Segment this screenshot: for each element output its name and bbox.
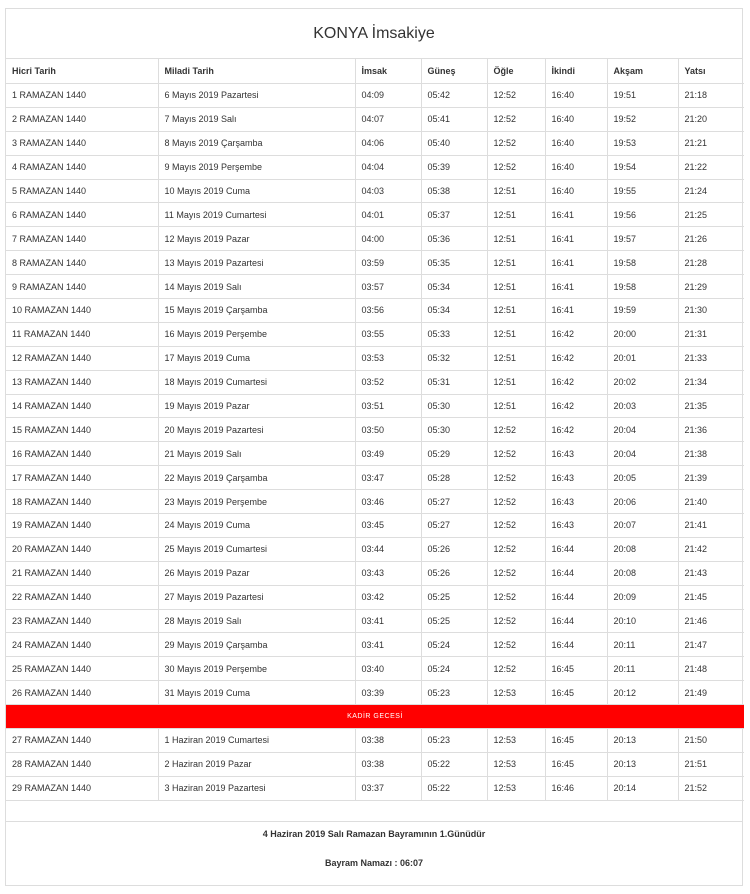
cell-aksam: 20:13 — [607, 729, 678, 753]
table-row — [6, 251, 744, 275]
cell-gunes: 05:22 — [421, 752, 487, 776]
bayram-note: 4 Haziran 2019 Salı Ramazan Bayramının 1.Günüdür — [262, 828, 486, 839]
table-row — [6, 633, 744, 657]
cell-ikindi: 16:41 — [545, 275, 607, 299]
cell-hicri-tarih: 6 RAMAZAN 1440 — [6, 203, 158, 227]
cell-yatsi: 21:29 — [678, 275, 744, 299]
cell-ikindi: 16:46 — [545, 776, 607, 800]
cell-imsak: 03:57 — [355, 275, 421, 299]
cell-gunes: 05:37 — [421, 203, 487, 227]
cell-miladi-tarih: 22 Mayıs 2019 Çarşamba — [158, 466, 355, 490]
cell-yatsi: 21:33 — [678, 346, 744, 370]
cell-imsak: 04:07 — [355, 107, 421, 131]
cell-aksam: 20:07 — [607, 514, 678, 538]
cell-imsak: 03:56 — [355, 299, 421, 323]
col-yatsi: Yatsı — [678, 59, 744, 84]
table-row — [6, 466, 744, 490]
cell-gunes: 05:23 — [421, 729, 487, 753]
cell-hicri-tarih: 18 RAMAZAN 1440 — [6, 490, 158, 514]
cell-aksam: 19:58 — [607, 251, 678, 275]
cell-ikindi: 16:44 — [545, 585, 607, 609]
table-row — [6, 609, 744, 633]
cell-aksam: 19:55 — [607, 179, 678, 203]
cell-miladi-tarih: 30 Mayıs 2019 Perşembe — [158, 657, 355, 681]
cell-yatsi: 21:45 — [678, 585, 744, 609]
cell-miladi-tarih: 14 Mayıs 2019 Salı — [158, 275, 355, 299]
cell-imsak: 03:49 — [355, 442, 421, 466]
cell-ogle: 12:53 — [487, 752, 545, 776]
cell-gunes: 05:24 — [421, 657, 487, 681]
cell-miladi-tarih: 25 Mayıs 2019 Cumartesi — [158, 537, 355, 561]
cell-ogle: 12:52 — [487, 514, 545, 538]
col-ikindi: İkindi — [545, 59, 607, 84]
cell-miladi-tarih: 24 Mayıs 2019 Cuma — [158, 514, 355, 538]
cell-miladi-tarih: 3 Haziran 2019 Pazartesi — [158, 776, 355, 800]
table-row — [6, 155, 744, 179]
table-body — [6, 84, 744, 801]
col-ogle: Öğle — [487, 59, 545, 84]
bayram-namazi: Bayram Namazı : 06:07 — [324, 857, 424, 868]
cell-ogle: 12:52 — [487, 609, 545, 633]
cell-hicri-tarih: 22 RAMAZAN 1440 — [6, 585, 158, 609]
cell-gunes: 05:41 — [421, 107, 487, 131]
cell-aksam: 20:04 — [607, 442, 678, 466]
table-row — [6, 561, 744, 585]
cell-ikindi: 16:43 — [545, 466, 607, 490]
cell-ikindi: 16:41 — [545, 203, 607, 227]
table-header — [6, 59, 744, 84]
cell-ogle: 12:52 — [487, 418, 545, 442]
cell-gunes: 05:30 — [421, 394, 487, 418]
cell-aksam: 20:05 — [607, 466, 678, 490]
table-spacer — [6, 801, 742, 822]
cell-ogle: 12:51 — [487, 227, 545, 251]
cell-ikindi: 16:45 — [545, 729, 607, 753]
cell-hicri-tarih: 9 RAMAZAN 1440 — [6, 275, 158, 299]
cell-imsak: 03:51 — [355, 394, 421, 418]
cell-aksam: 20:14 — [607, 776, 678, 800]
cell-yatsi: 21:18 — [678, 84, 744, 108]
table-row — [6, 227, 744, 251]
cell-yatsi: 21:21 — [678, 131, 744, 155]
cell-imsak: 03:44 — [355, 537, 421, 561]
cell-gunes: 05:29 — [421, 442, 487, 466]
cell-ikindi: 16:40 — [545, 84, 607, 108]
cell-aksam: 19:51 — [607, 84, 678, 108]
cell-hicri-tarih: 3 RAMAZAN 1440 — [6, 131, 158, 155]
cell-gunes: 05:23 — [421, 681, 487, 705]
cell-yatsi: 21:42 — [678, 537, 744, 561]
cell-gunes: 05:39 — [421, 155, 487, 179]
cell-imsak: 03:41 — [355, 633, 421, 657]
table-row — [6, 299, 744, 323]
cell-ikindi: 16:42 — [545, 370, 607, 394]
cell-yatsi: 21:39 — [678, 466, 744, 490]
col-hicri-tarih: Hicri Tarih — [6, 59, 158, 84]
cell-aksam: 19:59 — [607, 299, 678, 323]
cell-ikindi: 16:45 — [545, 657, 607, 681]
cell-ikindi: 16:43 — [545, 490, 607, 514]
cell-yatsi: 21:25 — [678, 203, 744, 227]
cell-ikindi: 16:40 — [545, 131, 607, 155]
cell-miladi-tarih: 31 Mayıs 2019 Cuma — [158, 681, 355, 705]
cell-hicri-tarih: 16 RAMAZAN 1440 — [6, 442, 158, 466]
cell-ogle: 12:52 — [487, 131, 545, 155]
kadir-gecesi-row — [6, 705, 744, 729]
table-row — [6, 729, 744, 753]
cell-miladi-tarih: 18 Mayıs 2019 Cumartesi — [158, 370, 355, 394]
cell-imsak: 03:42 — [355, 585, 421, 609]
cell-imsak: 03:39 — [355, 681, 421, 705]
cell-yatsi: 21:34 — [678, 370, 744, 394]
cell-hicri-tarih: 12 RAMAZAN 1440 — [6, 346, 158, 370]
cell-miladi-tarih: 15 Mayıs 2019 Çarşamba — [158, 299, 355, 323]
cell-ikindi: 16:41 — [545, 227, 607, 251]
cell-aksam: 20:04 — [607, 418, 678, 442]
cell-imsak: 03:45 — [355, 514, 421, 538]
cell-hicri-tarih: 26 RAMAZAN 1440 — [6, 681, 158, 705]
cell-hicri-tarih: 25 RAMAZAN 1440 — [6, 657, 158, 681]
cell-miladi-tarih: 11 Mayıs 2019 Cumartesi — [158, 203, 355, 227]
cell-ikindi: 16:44 — [545, 609, 607, 633]
cell-imsak: 03:55 — [355, 322, 421, 346]
cell-gunes: 05:27 — [421, 490, 487, 514]
cell-hicri-tarih: 28 RAMAZAN 1440 — [6, 752, 158, 776]
cell-hicri-tarih: 4 RAMAZAN 1440 — [6, 155, 158, 179]
cell-ikindi: 16:45 — [545, 681, 607, 705]
cell-ikindi: 16:44 — [545, 537, 607, 561]
cell-gunes: 05:28 — [421, 466, 487, 490]
cell-gunes: 05:31 — [421, 370, 487, 394]
cell-hicri-tarih: 21 RAMAZAN 1440 — [6, 561, 158, 585]
cell-aksam: 20:09 — [607, 585, 678, 609]
cell-yatsi: 21:35 — [678, 394, 744, 418]
cell-gunes: 05:42 — [421, 84, 487, 108]
cell-aksam: 20:13 — [607, 752, 678, 776]
cell-ikindi: 16:43 — [545, 514, 607, 538]
cell-yatsi: 21:36 — [678, 418, 744, 442]
table-row — [6, 179, 744, 203]
cell-gunes: 05:25 — [421, 609, 487, 633]
cell-miladi-tarih: 6 Mayıs 2019 Pazartesi — [158, 84, 355, 108]
cell-ogle: 12:51 — [487, 394, 545, 418]
cell-aksam: 19:54 — [607, 155, 678, 179]
cell-aksam: 19:56 — [607, 203, 678, 227]
cell-hicri-tarih: 23 RAMAZAN 1440 — [6, 609, 158, 633]
table-row — [6, 84, 744, 108]
cell-imsak: 04:04 — [355, 155, 421, 179]
cell-ogle: 12:51 — [487, 370, 545, 394]
cell-ogle: 12:52 — [487, 155, 545, 179]
cell-gunes: 05:34 — [421, 275, 487, 299]
cell-hicri-tarih: 7 RAMAZAN 1440 — [6, 227, 158, 251]
cell-ikindi: 16:45 — [545, 752, 607, 776]
cell-miladi-tarih: 26 Mayıs 2019 Pazar — [158, 561, 355, 585]
cell-ogle: 12:51 — [487, 275, 545, 299]
cell-ikindi: 16:41 — [545, 299, 607, 323]
table-row — [6, 585, 744, 609]
cell-gunes: 05:36 — [421, 227, 487, 251]
cell-imsak: 04:03 — [355, 179, 421, 203]
table-row — [6, 442, 744, 466]
cell-gunes: 05:24 — [421, 633, 487, 657]
cell-yatsi: 21:47 — [678, 633, 744, 657]
cell-yatsi: 21:26 — [678, 227, 744, 251]
cell-ikindi: 16:41 — [545, 251, 607, 275]
cell-imsak: 03:38 — [355, 729, 421, 753]
col-aksam: Akşam — [607, 59, 678, 84]
cell-ogle: 12:53 — [487, 776, 545, 800]
cell-miladi-tarih: 28 Mayıs 2019 Salı — [158, 609, 355, 633]
cell-aksam: 20:01 — [607, 346, 678, 370]
cell-yatsi: 21:46 — [678, 609, 744, 633]
cell-miladi-tarih: 1 Haziran 2019 Cumartesi — [158, 729, 355, 753]
cell-hicri-tarih: 17 RAMAZAN 1440 — [6, 466, 158, 490]
cell-ikindi: 16:40 — [545, 107, 607, 131]
table-row — [6, 490, 744, 514]
cell-yatsi: 21:31 — [678, 322, 744, 346]
cell-yatsi: 21:52 — [678, 776, 744, 800]
cell-miladi-tarih: 2 Haziran 2019 Pazar — [158, 752, 355, 776]
cell-aksam: 20:06 — [607, 490, 678, 514]
cell-yatsi: 21:40 — [678, 490, 744, 514]
cell-ikindi: 16:42 — [545, 394, 607, 418]
cell-imsak: 04:00 — [355, 227, 421, 251]
cell-yatsi: 21:43 — [678, 561, 744, 585]
table-row — [6, 657, 744, 681]
cell-imsak: 03:50 — [355, 418, 421, 442]
cell-hicri-tarih: 2 RAMAZAN 1440 — [6, 107, 158, 131]
cell-imsak: 03:52 — [355, 370, 421, 394]
cell-aksam: 20:08 — [607, 537, 678, 561]
cell-yatsi: 21:28 — [678, 251, 744, 275]
cell-gunes: 05:32 — [421, 346, 487, 370]
cell-imsak: 03:40 — [355, 657, 421, 681]
cell-ogle: 12:53 — [487, 681, 545, 705]
cell-miladi-tarih: 8 Mayıs 2019 Çarşamba — [158, 131, 355, 155]
cell-ogle: 12:52 — [487, 466, 545, 490]
cell-imsak: 03:47 — [355, 466, 421, 490]
cell-aksam: 20:00 — [607, 322, 678, 346]
cell-gunes: 05:38 — [421, 179, 487, 203]
cell-gunes: 05:26 — [421, 561, 487, 585]
cell-miladi-tarih: 20 Mayıs 2019 Pazartesi — [158, 418, 355, 442]
cell-hicri-tarih: 29 RAMAZAN 1440 — [6, 776, 158, 800]
cell-hicri-tarih: 5 RAMAZAN 1440 — [6, 179, 158, 203]
cell-imsak: 03:41 — [355, 609, 421, 633]
table-row — [6, 752, 744, 776]
cell-imsak: 04:01 — [355, 203, 421, 227]
cell-yatsi: 21:24 — [678, 179, 744, 203]
cell-gunes: 05:40 — [421, 131, 487, 155]
cell-miladi-tarih: 13 Mayıs 2019 Pazartesi — [158, 251, 355, 275]
cell-ikindi: 16:43 — [545, 442, 607, 466]
cell-ogle: 12:53 — [487, 729, 545, 753]
cell-aksam: 20:11 — [607, 657, 678, 681]
table-row — [6, 275, 744, 299]
table-row — [6, 394, 744, 418]
imsakiye-table — [6, 59, 744, 801]
cell-ikindi: 16:40 — [545, 179, 607, 203]
cell-ikindi: 16:40 — [545, 155, 607, 179]
cell-aksam: 19:53 — [607, 131, 678, 155]
cell-miladi-tarih: 29 Mayıs 2019 Çarşamba — [158, 633, 355, 657]
cell-miladi-tarih: 16 Mayıs 2019 Perşembe — [158, 322, 355, 346]
cell-imsak: 04:06 — [355, 131, 421, 155]
cell-miladi-tarih: 12 Mayıs 2019 Pazar — [158, 227, 355, 251]
cell-ikindi: 16:42 — [545, 346, 607, 370]
cell-ogle: 12:52 — [487, 561, 545, 585]
cell-hicri-tarih: 1 RAMAZAN 1440 — [6, 84, 158, 108]
cell-aksam: 20:08 — [607, 561, 678, 585]
cell-miladi-tarih: 17 Mayıs 2019 Cuma — [158, 346, 355, 370]
cell-ogle: 12:52 — [487, 442, 545, 466]
cell-gunes: 05:25 — [421, 585, 487, 609]
table-row — [6, 346, 744, 370]
table-row — [6, 418, 744, 442]
page-title: KONYA İmsakiye — [6, 9, 742, 59]
cell-miladi-tarih: 9 Mayıs 2019 Perşembe — [158, 155, 355, 179]
cell-aksam: 20:03 — [607, 394, 678, 418]
cell-hicri-tarih: 13 RAMAZAN 1440 — [6, 370, 158, 394]
cell-ogle: 12:51 — [487, 179, 545, 203]
cell-aksam: 20:10 — [607, 609, 678, 633]
cell-miladi-tarih: 21 Mayıs 2019 Salı — [158, 442, 355, 466]
table-row — [6, 322, 744, 346]
cell-aksam: 20:02 — [607, 370, 678, 394]
footer — [6, 829, 742, 868]
table-row — [6, 203, 744, 227]
cell-ogle: 12:51 — [487, 346, 545, 370]
table-row — [6, 776, 744, 800]
cell-hicri-tarih: 14 RAMAZAN 1440 — [6, 394, 158, 418]
cell-yatsi: 21:49 — [678, 681, 744, 705]
cell-ikindi: 16:42 — [545, 418, 607, 442]
cell-ogle: 12:52 — [487, 84, 545, 108]
cell-ogle: 12:52 — [487, 107, 545, 131]
cell-ikindi: 16:44 — [545, 633, 607, 657]
cell-yatsi: 21:41 — [678, 514, 744, 538]
cell-ogle: 12:52 — [487, 585, 545, 609]
cell-imsak: 03:46 — [355, 490, 421, 514]
cell-ikindi: 16:42 — [545, 322, 607, 346]
cell-aksam: 20:12 — [607, 681, 678, 705]
cell-hicri-tarih: 10 RAMAZAN 1440 — [6, 299, 158, 323]
imsakiye-panel — [5, 8, 743, 886]
table-row — [6, 681, 744, 705]
cell-hicri-tarih: 19 RAMAZAN 1440 — [6, 514, 158, 538]
table-row — [6, 514, 744, 538]
cell-yatsi: 21:48 — [678, 657, 744, 681]
cell-hicri-tarih: 15 RAMAZAN 1440 — [6, 418, 158, 442]
cell-gunes: 05:30 — [421, 418, 487, 442]
cell-yatsi: 21:30 — [678, 299, 744, 323]
cell-gunes: 05:22 — [421, 776, 487, 800]
cell-gunes: 05:27 — [421, 514, 487, 538]
col-miladi-tarih: Miladi Tarih — [158, 59, 355, 84]
cell-miladi-tarih: 27 Mayıs 2019 Pazartesi — [158, 585, 355, 609]
cell-ogle: 12:51 — [487, 299, 545, 323]
cell-imsak: 03:53 — [355, 346, 421, 370]
table-row — [6, 131, 744, 155]
cell-ogle: 12:52 — [487, 490, 545, 514]
cell-miladi-tarih: 10 Mayıs 2019 Cuma — [158, 179, 355, 203]
col-gunes: Güneş — [421, 59, 487, 84]
cell-yatsi: 21:50 — [678, 729, 744, 753]
cell-gunes: 05:33 — [421, 322, 487, 346]
cell-imsak: 04:09 — [355, 84, 421, 108]
cell-ikindi: 16:44 — [545, 561, 607, 585]
cell-aksam: 19:57 — [607, 227, 678, 251]
cell-hicri-tarih: 24 RAMAZAN 1440 — [6, 633, 158, 657]
col-imsak: İmsak — [355, 59, 421, 84]
cell-yatsi: 21:20 — [678, 107, 744, 131]
table-row — [6, 107, 744, 131]
cell-ogle: 12:52 — [487, 537, 545, 561]
cell-ogle: 12:51 — [487, 322, 545, 346]
table-row — [6, 370, 744, 394]
cell-miladi-tarih: 19 Mayıs 2019 Pazar — [158, 394, 355, 418]
cell-miladi-tarih: 7 Mayıs 2019 Salı — [158, 107, 355, 131]
kadir-gecesi-label: KADİR GECESİ — [6, 705, 744, 729]
cell-ogle: 12:52 — [487, 657, 545, 681]
cell-aksam: 19:52 — [607, 107, 678, 131]
cell-ogle: 12:52 — [487, 633, 545, 657]
table-row — [6, 537, 744, 561]
cell-imsak: 03:59 — [355, 251, 421, 275]
cell-gunes: 05:34 — [421, 299, 487, 323]
cell-aksam: 20:11 — [607, 633, 678, 657]
cell-imsak: 03:38 — [355, 752, 421, 776]
cell-hicri-tarih: 20 RAMAZAN 1440 — [6, 537, 158, 561]
cell-yatsi: 21:22 — [678, 155, 744, 179]
cell-imsak: 03:43 — [355, 561, 421, 585]
cell-gunes: 05:35 — [421, 251, 487, 275]
cell-yatsi: 21:51 — [678, 752, 744, 776]
cell-miladi-tarih: 23 Mayıs 2019 Perşembe — [158, 490, 355, 514]
cell-hicri-tarih: 8 RAMAZAN 1440 — [6, 251, 158, 275]
cell-aksam: 19:58 — [607, 275, 678, 299]
cell-ogle: 12:51 — [487, 251, 545, 275]
cell-hicri-tarih: 27 RAMAZAN 1440 — [6, 729, 158, 753]
cell-yatsi: 21:38 — [678, 442, 744, 466]
cell-hicri-tarih: 11 RAMAZAN 1440 — [6, 322, 158, 346]
cell-imsak: 03:37 — [355, 776, 421, 800]
cell-gunes: 05:26 — [421, 537, 487, 561]
cell-ogle: 12:51 — [487, 203, 545, 227]
